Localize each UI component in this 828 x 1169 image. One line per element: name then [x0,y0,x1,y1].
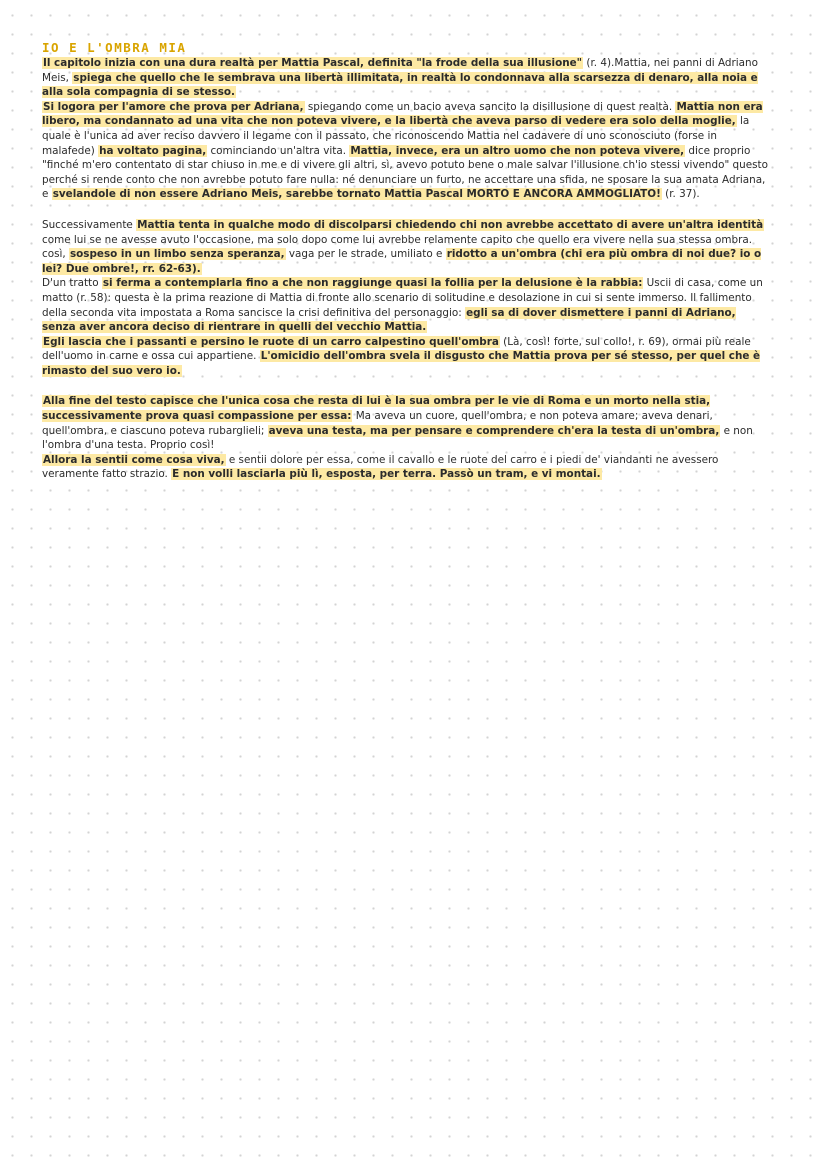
highlighted-text: Si logora per l'amore che prova per Adriana, [43,100,304,113]
highlighted-text: Il capitolo inizia con una dura realtà per Mattia Pascal, definita "la frode della sua illusione" [43,57,583,69]
highlighted-text: si ferma a contemplarla fino a che non raggiunge quasi la follia per la delusione è la rabbia: [102,277,643,290]
highlighted-text: ha voltato pagina, [99,144,207,157]
page-title: IO E L'OMBRA MIA [42,40,187,55]
highlighted-text: Allora la sentii come cosa viva, [43,453,225,466]
text-segment: Ma aveva un cuore, quell'ombra, e non poteva amare; aveva denari, quell'ombra, e ciascuno poteva rubarglieli; [42,410,713,437]
highlighted-text: ridotto a un'ombra (chi era più ombra di noi due? io o lei? Due ombre!, rr. 62-63). [42,248,762,275]
highlighted-text: aveva una testa, ma per pensare e comprendere ch'era la testa di un'ombra, [268,424,720,437]
paragraph-identity [42,218,768,276]
text-segment: e sentii dolore per essa, come il cavallo e le ruote del carro e i piedi de' viandanti ne avessero veramente fatto strazio. [42,453,719,481]
paragraph-gap [42,378,768,394]
text-segment: Successivamente [42,218,137,231]
essay-body [42,56,768,482]
highlighted-text: egli sa di dover dismettere i panni di Adriano, senza aver ancora deciso di rientrare in quelli del vecchio Mattia. [42,306,736,334]
paragraph-ending [42,453,768,482]
text-segment: Mattia, nei panni di Adriano Meis, [42,57,758,84]
text-segment: e non l'ombra d'una testa. Proprio così! [42,424,753,452]
highlighted-text: spiega che quello che le sembrava una libertà illimitata, in realtà lo condonnava alla scarsezza di denaro, alla noia e alla sola compagnia di se stesso. [42,71,758,99]
highlighted-text: L'omicidio dell'ombra svela il disgusto che Mattia prova per sé stesso, per quel che è rimasto del suo vero io. [42,350,761,377]
paragraph-gap [42,202,768,218]
highlighted-text: Mattia, invece, era un altro uomo che non poteva vivere, [350,144,685,157]
text-segment: D'un tratto [42,277,102,290]
text-segment: vaga per le strade, umiliato e [285,248,446,261]
highlighted-text: svelandole di non essere Adriano Meis, sarebbe tornato Mattia Pascal MORTO E ANCORA AMMOGLIATO! [52,188,661,201]
paragraph-adriana [42,100,768,202]
text-segment: spiegando come un bacio aveva sancito la disillusione di quest realtà. [304,100,676,113]
text-segment: la quale è l'unica ad aver reciso davvero il legame con il passato, che riconoscendo Mattia nel cadavere di uno sconosciuto (forse in malafede) [42,115,750,157]
highlighted-text: Mattia non era libero, ma condannato ad una vita che non poteva vivere, e la libertà che aveva parso di vedere era solo della moglie, [42,100,763,128]
highlighted-text: Mattia tenta in qualche modo di discolparsi chiedendo chi non avrebbe accettato di avere un'altra identità [137,218,764,231]
highlighted-text: E non volli lasciarla più lì, esposta, per terra. Passò un tram, e vi montai. [172,468,601,481]
paragraph-madness [42,276,768,334]
text-segment: Uscii di casa, come un matto (r. 58): questa è la prima reazione di Mattia di fronte allo scenario di solitudine e desolazione in cui si sente immerso. Il fallimento della seconda vita impostata a Roma sancisce la crisi definitiva del personaggio: [42,277,763,319]
text-segment: come lui se ne avesse avuto l'occasione, ma solo dopo come lui avrebbe relamente capito che quello era vivere nella sua stessa ombra. così, [42,233,753,261]
text-segment: (Là, così! forte, sul collo!, r. 69), ormai più reale dell'uomo in carne e ossa cui appartiene. [42,335,751,363]
text-segment: cominciando un'altra vita. [207,144,350,157]
highlighted-text: Alla fine del testo capisce che l'unica cosa che resta di lui è la sua ombra per le vie di Roma e un morto nella stia, successivamente prova quasi compassione per essa: [42,395,711,423]
paragraph-shadow-murder [42,335,768,379]
paragraph-conclusion [42,394,768,452]
highlighted-text: sospeso in un limbo senza speranza, [69,248,285,261]
text-segment: (r. 4). [583,57,615,69]
highlighted-text: Egli lascia che i passanti e persino le ruote di un carro calpestino quell'ombra [43,335,499,348]
text-segment: dice proprio "finché m'ero contentato di star chiuso in me e di vivere gli altri, sì, avevo potuto bene o male salvar l'illusione ch'io stessi vivendo" questo perché si rende conto che non avrebbe potuto fare nulla: né denunciare un furto, ne accettare una sfida, ne sposare la sua amata Adriana, e [42,144,768,201]
text-segment: (r. 37). [661,188,700,201]
paragraph-intro [42,56,768,100]
